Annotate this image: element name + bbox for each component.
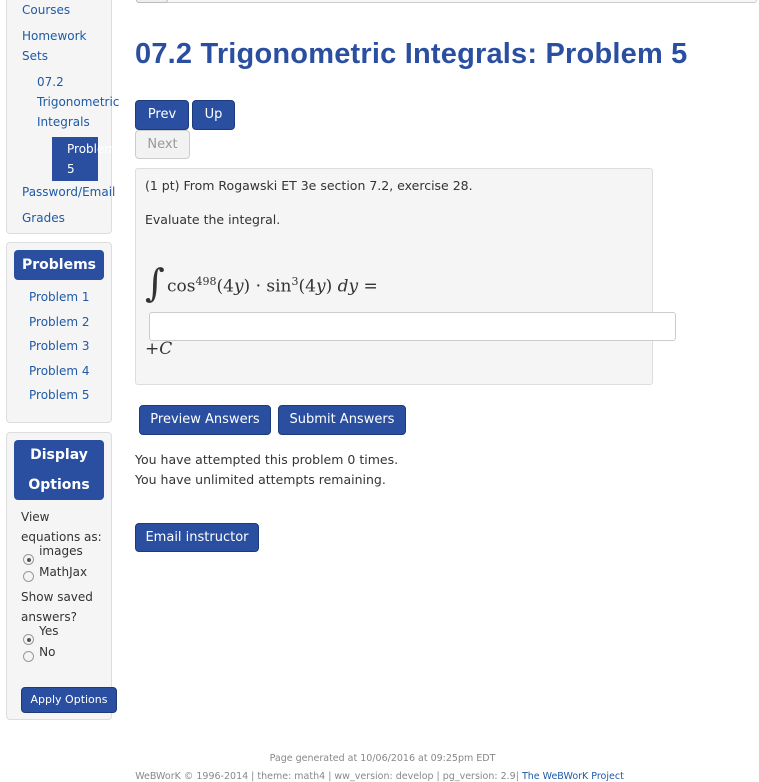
problem-2-link[interactable]: Problem 2: [29, 314, 90, 329]
prev-button[interactable]: Prev: [135, 100, 189, 130]
view-option-images[interactable]: [7, 545, 111, 566]
view-option-mathjax[interactable]: [7, 566, 111, 587]
top-toolbar-button[interactable]: [136, 0, 168, 3]
problem-5-link[interactable]: Problem 5: [29, 388, 90, 402]
apply-options-button[interactable]: Apply Options: [21, 687, 117, 713]
problem-1-link[interactable]: Problem 1: [29, 290, 90, 304]
attempts-text: You have attempted this problem 0 times.: [135, 452, 399, 467]
nav-password-email-link[interactable]: Password/Email: [22, 185, 116, 199]
footer-credits: [0, 771, 759, 782]
problem-source: (1 pt) From Rogawski ET 3e section 7.2, exercise 28.: [145, 178, 473, 193]
integrand: $\cos^{498}(4y) \cdot \sin^3(4y)$ dy =: [167, 275, 378, 297]
radio-no[interactable]: [23, 651, 34, 662]
display-options-header[interactable]: Display Options: [14, 440, 104, 500]
view-option-mathjax-label: MathJax: [39, 565, 88, 579]
nav-grades-link[interactable]: Grades: [22, 211, 65, 225]
nav-set-link[interactable]: 07.2 Trigonometric Integrals: [37, 75, 120, 129]
footer-generated: Page generated at 10/06/2016 at 09:25pm EDT: [269, 753, 496, 764]
up-button[interactable]: Up: [192, 100, 235, 130]
email-instructor-button[interactable]: Email instructor: [135, 523, 259, 552]
problem-box: [135, 168, 653, 385]
nav-current-problem[interactable]: Problem 5: [52, 137, 98, 181]
submit-answers-button[interactable]: Submit Answers: [278, 405, 406, 435]
problems-panel: [6, 242, 112, 423]
preview-answers-button[interactable]: Preview Answers: [139, 405, 271, 435]
constant-of-integration: +C: [145, 339, 173, 359]
saved-option-yes[interactable]: [7, 625, 111, 646]
next-button: Next: [135, 130, 190, 159]
problem-instruction: Evaluate the integral.: [145, 212, 281, 227]
saved-option-no-label: No: [39, 645, 56, 659]
view-option-images-label: images: [39, 544, 83, 558]
webwork-project-link[interactable]: The WeBWorK Project: [521, 771, 624, 782]
nav-courses-link[interactable]: Courses: [22, 3, 71, 17]
view-equations-label: View equations as:: [21, 510, 102, 544]
radio-images[interactable]: [23, 554, 34, 565]
remaining-text: You have unlimited attempts remaining.: [135, 472, 386, 487]
page-title: 07.2 Trigonometric Integrals: Problem 5: [135, 38, 688, 70]
radio-yes[interactable]: [23, 634, 34, 645]
footer-credits-text: WeBWorK © 1996-2014 | theme: math4 | ww_version: develop | pg_version: 2.9|: [135, 771, 522, 782]
top-toolbar: [136, 0, 757, 3]
integral-sign: ∫: [145, 261, 165, 305]
answer-input[interactable]: [149, 312, 676, 341]
problem-4-link[interactable]: Problem 4: [29, 363, 90, 378]
problem-3-link[interactable]: Problem 3: [29, 339, 90, 353]
saved-option-yes-label: Yes: [39, 624, 59, 638]
saved-option-no[interactable]: [7, 646, 111, 667]
radio-mathjax[interactable]: [23, 571, 34, 582]
show-saved-answers-label: Show saved answers?: [21, 590, 93, 624]
nav-homework-sets-link[interactable]: Homework Sets: [22, 29, 87, 63]
display-options-panel: [6, 432, 112, 720]
problems-header[interactable]: Problems: [14, 250, 104, 280]
site-navigation: [6, 0, 120, 234]
